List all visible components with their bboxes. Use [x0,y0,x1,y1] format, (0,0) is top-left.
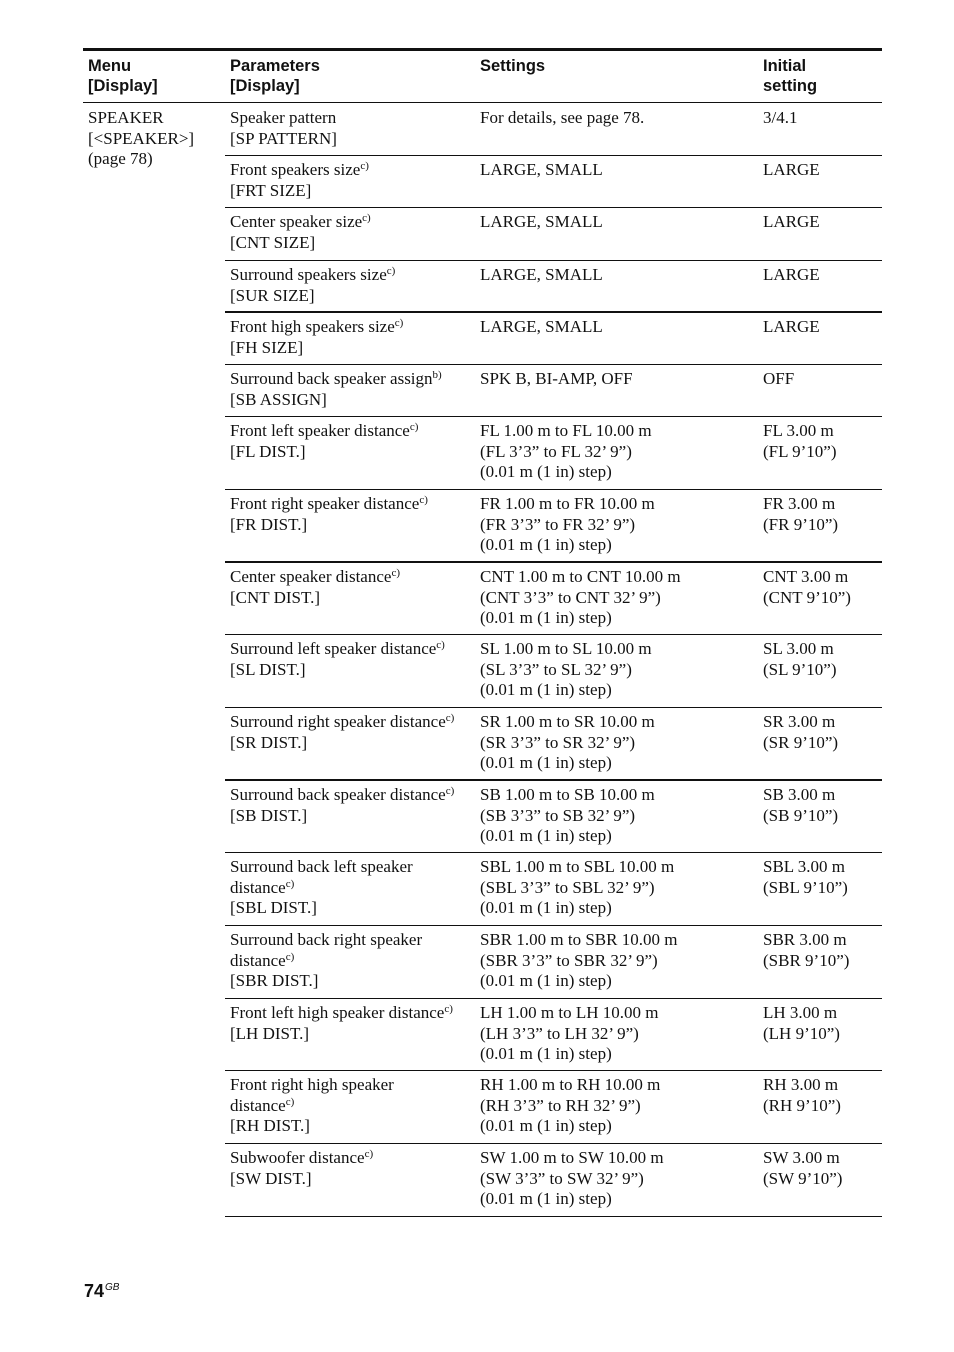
settings-cell [480,369,760,390]
parameter-line [230,233,475,254]
parameter-line [230,494,475,515]
settings-line: (RH 3’3” to RH 32’ 9”) [480,1095,641,1115]
footnote-marker: c) [386,265,396,277]
initial-setting-line: LARGE [763,265,820,284]
initial-setting-line: (SBR 9’10”) [763,950,850,970]
parameter-cell [230,160,475,201]
parameter-cell [230,265,475,306]
parameter-line [230,369,475,390]
initial-setting-cell [763,494,881,535]
parameter-line [230,317,475,338]
initial-setting-cell [763,212,881,233]
table-row [0,562,954,634]
initial-setting-line: (SB 9’10”) [763,805,839,825]
page-language-suffix: GB [105,1282,120,1293]
parameter-text: [FL DIST.] [230,441,306,461]
parameter-text: [FR DIST.] [230,514,308,534]
settings-line: (SR 3’3” to SR 32’ 9”) [480,732,636,752]
initial-setting-cell [763,1003,881,1044]
footnote-marker: c) [362,212,371,224]
parameter-text: [SB DIST.] [230,805,308,825]
settings-line: SW 1.00 m to SW 10.00 m [480,1148,664,1167]
settings-line: (SBL 3’3” to SBL 32’ 9”) [480,877,655,897]
parameter-line [230,588,475,609]
initial-setting-line: SR 3.00 m [763,712,836,731]
settings-line: SL 1.00 m to SL 10.00 m [480,639,652,658]
settings-cell [480,1148,760,1210]
initial-setting-line: (LH 9’10”) [763,1023,840,1043]
parameter-line [230,878,475,899]
parameter-line [230,265,475,286]
parameter-line [230,515,475,536]
settings-line: (0.01 m (1 in) step) [480,608,612,628]
parameter-cell [230,494,475,535]
parameter-cell [230,930,475,992]
settings-line: (SBR 3’3” to SBR 32’ 9”) [480,950,658,970]
parameter-cell [230,567,475,608]
initial-setting-line: RH 3.00 m [763,1075,839,1094]
initial-setting-cell [763,317,881,338]
menu-cell-speaker: SPEAKER [<SPEAKER>] (page 78) [88,108,195,168]
footnote-marker: c) [285,1095,295,1108]
settings-line: LARGE, SMALL [480,317,603,336]
header-menu: Menu [Display] [88,57,158,95]
parameter-text: Surround speakers size [230,265,387,284]
parameter-line [230,108,475,129]
initial-setting-line: (RH 9’10”) [763,1095,841,1115]
table-row [0,489,954,562]
parameter-line [230,160,475,181]
parameter-line [230,1003,475,1024]
parameter-line [230,951,475,972]
initial-setting-line: (SR 9’10”) [763,732,839,752]
table-row [0,780,954,852]
parameter-text: [SL DIST.] [230,659,306,679]
initial-setting-line: LARGE [763,317,820,336]
parameter-text: [CNT SIZE] [230,232,316,252]
table-row [0,998,954,1070]
initial-setting-line: SBR 3.00 m [763,930,847,949]
settings-line: FR 1.00 m to FR 10.00 m [480,494,655,513]
parameter-line [230,567,475,588]
footnote-marker: c) [445,712,455,724]
header-initial-setting: Initial setting [763,57,818,95]
initial-setting-line: (CNT 9’10”) [763,587,851,607]
settings-cell [480,785,760,847]
footnote-marker: c) [419,494,428,506]
parameter-cell [230,1075,475,1137]
parameter-cell [230,857,475,919]
parameter-cell [230,639,475,680]
parameter-line [230,338,475,359]
parameter-text: [SB ASSIGN] [230,389,327,409]
initial-setting-line: FL 3.00 m [763,421,834,440]
parameter-line [230,1024,475,1045]
parameter-text: Speaker pattern [230,108,337,127]
parameter-text: [CNT DIST.] [230,587,321,607]
parameter-line [230,1148,475,1169]
parameter-text: Front speakers size [230,160,361,179]
parameter-line [230,785,475,806]
parameter-line [230,129,475,150]
settings-line: (0.01 m (1 in) step) [480,1044,612,1064]
settings-line: SPK B, BI-AMP, OFF [480,369,633,388]
parameter-text: Subwoofer distance [230,1148,365,1167]
parameter-text: [SR DIST.] [230,732,308,752]
parameter-text: [SUR SIZE] [230,285,315,305]
initial-setting-cell [763,930,881,971]
parameter-cell [230,369,475,410]
parameter-cell [230,212,475,253]
footnote-marker: c) [360,160,369,172]
settings-cell [480,712,760,774]
initial-setting-line: FR 3.00 m [763,494,836,513]
settings-line: SB 1.00 m to SB 10.00 m [480,785,655,804]
settings-line: LARGE, SMALL [480,160,603,179]
initial-setting-line: (SBL 9’10”) [763,877,848,897]
parameter-line [230,181,475,202]
settings-line: (LH 3’3” to LH 32’ 9”) [480,1023,639,1043]
footnote-marker: c) [394,317,404,329]
initial-setting-cell [763,712,881,753]
parameter-line [230,286,475,307]
initial-setting-cell [763,421,881,462]
footnote-marker: c) [436,639,445,651]
footnote-marker: c) [285,950,295,963]
parameter-line [230,1075,475,1096]
settings-line: (CNT 3’3” to CNT 32’ 9”) [480,587,661,607]
parameter-cell [230,108,475,149]
parameter-line [230,898,475,919]
initial-setting-line: (FL 9’10”) [763,441,837,461]
initial-setting-line: LH 3.00 m [763,1003,838,1022]
settings-line: (0.01 m (1 in) step) [480,898,612,918]
initial-setting-cell [763,108,881,129]
settings-line: (0.01 m (1 in) step) [480,1116,612,1136]
parameter-text: [LH DIST.] [230,1023,309,1043]
parameter-text: Front left speaker distance [230,421,410,440]
parameter-text: distance [230,877,286,897]
settings-cell [480,265,760,286]
initial-setting-line: SBL 3.00 m [763,857,846,876]
settings-line: (SW 3’3” to SW 32’ 9”) [480,1168,644,1188]
parameter-cell [230,785,475,826]
table-row [0,707,954,780]
parameter-line [230,1116,475,1137]
settings-line: RH 1.00 m to RH 10.00 m [480,1075,661,1094]
settings-cell [480,317,760,338]
parameter-text: [FH SIZE] [230,337,304,357]
settings-cell [480,857,760,919]
settings-line: (SB 3’3” to SB 32’ 9”) [480,805,636,825]
initial-setting-line: LARGE [763,212,820,231]
parameter-line [230,421,475,442]
table-row [0,852,954,925]
settings-line: For details, see page 78. [480,108,645,127]
parameter-cell [230,421,475,462]
table-row [0,416,954,489]
initial-setting-line: SB 3.00 m [763,785,836,804]
settings-cell [480,930,760,992]
row-divider [225,1216,882,1217]
initial-setting-line: (SW 9’10”) [763,1168,843,1188]
table-row [0,103,954,155]
settings-cell [480,421,760,483]
parameter-cell [230,1148,475,1189]
settings-line: (0.01 m (1 in) step) [480,1189,612,1209]
parameter-line [230,1096,475,1117]
parameter-line [230,733,475,754]
initial-setting-cell [763,1075,881,1116]
settings-line: LARGE, SMALL [480,265,603,284]
settings-line: (0.01 m (1 in) step) [480,826,612,846]
settings-cell [480,212,760,233]
initial-setting-line: SL 3.00 m [763,639,834,658]
parameter-text: Surround right speaker distance [230,712,446,731]
parameter-line [230,212,475,233]
header-settings: Settings [480,57,546,75]
table-row [0,1070,954,1143]
settings-cell [480,567,760,629]
parameter-text: distance [230,1095,286,1115]
table-row [0,925,954,998]
parameter-text: [FRT SIZE] [230,180,312,200]
parameter-line [230,857,475,878]
parameter-text: [SBR DIST.] [230,971,319,991]
parameter-line [230,660,475,681]
settings-line: SBR 1.00 m to SBR 10.00 m [480,930,678,949]
footnote-marker: c) [445,785,455,797]
page-number: $74^{GB}$ [84,1281,120,1301]
settings-line: SBL 1.00 m to SBL 10.00 m [480,857,675,876]
settings-line: LARGE, SMALL [480,212,603,231]
initial-setting-cell [763,160,881,181]
settings-line: (FR 3’3” to FR 32’ 9”) [480,514,636,534]
footnote-marker: c) [285,877,295,890]
parameter-line [230,712,475,733]
parameter-text: Front high speakers size [230,317,395,336]
parameter-text: Surround back speaker distance [230,785,446,804]
table-row [0,207,954,260]
parameter-cell [230,317,475,358]
settings-line: FL 1.00 m to FL 10.00 m [480,421,652,440]
footnote-marker: c) [391,567,400,579]
parameter-text: Front right high speaker [230,1075,394,1094]
footnote-marker: c) [409,421,419,433]
table-row [0,155,954,207]
settings-cell [480,639,760,701]
parameter-text: [RH DIST.] [230,1116,310,1136]
table-row [0,364,954,416]
parameter-text: [SP PATTERN] [230,128,337,148]
parameter-text: [SW DIST.] [230,1168,312,1188]
initial-setting-cell [763,785,881,826]
parameter-cell [230,1003,475,1044]
settings-cell [480,160,760,181]
table-row [0,260,954,312]
footnote-marker: b) [432,369,442,381]
parameter-text: Surround back speaker assign [230,369,433,388]
settings-line: SR 1.00 m to SR 10.00 m [480,712,655,731]
settings-line: (SL 3’3” to SL 32’ 9”) [480,659,632,679]
initial-setting-line: (SL 9’10”) [763,659,837,679]
initial-setting-line: LARGE [763,160,820,179]
header-parameters: Parameters [Display] [230,57,320,95]
parameter-text: Surround left speaker distance [230,639,437,658]
initial-setting-line: OFF [763,369,795,388]
initial-setting-line: (FR 9’10”) [763,514,839,534]
initial-setting-cell [763,857,881,898]
settings-line: (0.01 m (1 in) step) [480,680,612,700]
parameter-line [230,390,475,411]
settings-line: CNT 1.00 m to CNT 10.00 m [480,567,681,586]
table-row [0,312,954,364]
parameter-text: Surround back left speaker [230,857,413,876]
parameter-text: Surround back right speaker [230,930,423,949]
footnote-marker: c) [364,1148,374,1160]
settings-line: (0.01 m (1 in) step) [480,535,612,555]
parameter-text: distance [230,950,286,970]
initial-setting-cell [763,1148,881,1189]
parameter-line [230,930,475,951]
settings-line: LH 1.00 m to LH 10.00 m [480,1003,659,1022]
settings-line: (0.01 m (1 in) step) [480,462,612,482]
footnote-marker: c) [444,1003,453,1015]
initial-setting-cell [763,265,881,286]
initial-setting-line: 3/4.1 [763,108,798,127]
settings-cell [480,1075,760,1137]
initial-setting-line: SW 3.00 m [763,1148,840,1167]
parameter-text: Front left high speaker distance [230,1003,445,1022]
settings-cell [480,1003,760,1065]
parameter-text: [SBL DIST.] [230,898,317,918]
initial-setting-cell [763,639,881,680]
parameter-line [230,639,475,660]
parameter-line [230,1169,475,1190]
parameter-line [230,806,475,827]
settings-line: (0.01 m (1 in) step) [480,971,612,991]
settings-cell [480,108,760,129]
initial-setting-cell [763,369,881,390]
parameter-cell [230,712,475,753]
settings-line: (FL 3’3” to FL 32’ 9”) [480,441,632,461]
initial-setting-cell [763,567,881,608]
parameter-text: Front right speaker distance [230,494,420,513]
initial-setting-line: CNT 3.00 m [763,567,849,586]
parameter-text: Center speaker distance [230,567,392,586]
parameter-text: Center speaker size [230,212,363,231]
table-row [0,634,954,707]
table-row [0,1143,954,1216]
parameter-line [230,971,475,992]
settings-cell [480,494,760,556]
settings-line: (0.01 m (1 in) step) [480,753,612,773]
parameter-line [230,442,475,463]
